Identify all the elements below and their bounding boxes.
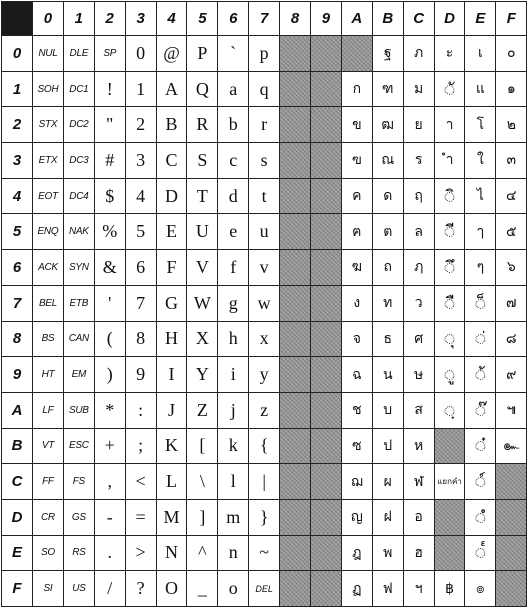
character-cell: P — [187, 36, 218, 72]
character-cell: ! — [94, 71, 125, 107]
character-cell: C — [156, 143, 187, 179]
character-cell: ฟ — [372, 571, 403, 607]
character-cell: SUB — [63, 392, 94, 428]
character-cell: ร — [403, 143, 434, 179]
character-cell: e — [218, 214, 249, 250]
character-cell: $ — [94, 178, 125, 214]
column-header-c: C — [403, 2, 434, 36]
character-cell: ฬ — [403, 464, 434, 500]
character-cell: แยกคำ — [434, 464, 465, 500]
row-header-e: E — [2, 535, 33, 571]
reserved-cell — [280, 214, 311, 250]
character-cell: CR — [33, 499, 64, 535]
character-cell: D — [156, 178, 187, 214]
character-cell: โ — [465, 107, 496, 143]
character-cell: ESC — [63, 428, 94, 464]
column-header-9: 9 — [311, 2, 342, 36]
character-cell: l — [218, 464, 249, 500]
character-cell: SI — [33, 571, 64, 607]
row-header-b: B — [2, 428, 33, 464]
character-cell: N — [156, 535, 187, 571]
reserved-cell — [341, 36, 372, 72]
character-cell: ~ — [249, 535, 280, 571]
character-cell: ฏ — [341, 571, 372, 607]
column-header-5: 5 — [187, 2, 218, 36]
character-cell: A — [156, 71, 187, 107]
character-cell: จ — [341, 321, 372, 357]
reserved-cell — [434, 535, 465, 571]
character-cell: ซ — [341, 428, 372, 464]
character-cell: บ — [372, 392, 403, 428]
character-cell: ล — [403, 214, 434, 250]
character-cell: ] — [187, 499, 218, 535]
reserved-cell — [311, 36, 342, 72]
character-cell: ฉ — [341, 357, 372, 393]
character-cell: : — [125, 392, 156, 428]
reserved-cell — [280, 143, 311, 179]
reserved-cell — [311, 464, 342, 500]
character-cell: u — [249, 214, 280, 250]
character-cell: GS — [63, 499, 94, 535]
character-cell: a — [218, 71, 249, 107]
character-cell: Q — [187, 71, 218, 107]
character-cell: ◌ื — [434, 285, 465, 321]
character-cell: J — [156, 392, 187, 428]
character-cell: ◌ํ — [465, 499, 496, 535]
reserved-cell — [311, 71, 342, 107]
character-cell: ? — [125, 571, 156, 607]
character-cell: O — [156, 571, 187, 607]
character-cell: ษ — [403, 357, 434, 393]
character-cell: s — [249, 143, 280, 179]
character-cell: ป — [372, 428, 403, 464]
character-cell: ' — [94, 285, 125, 321]
character-cell: w — [249, 285, 280, 321]
character-cell: ผ — [372, 464, 403, 500]
character-cell: f — [218, 250, 249, 286]
character-cell: ◌๋ — [465, 428, 496, 464]
character-cell: I — [156, 357, 187, 393]
row-header-9: 9 — [2, 357, 33, 393]
character-cell: ◌็ — [465, 285, 496, 321]
character-cell: * — [94, 392, 125, 428]
character-cell: DC3 — [63, 143, 94, 179]
character-cell: ◌๎ — [465, 535, 496, 571]
reserved-cell — [311, 357, 342, 393]
character-cell: # — [94, 143, 125, 179]
character-cell: X — [187, 321, 218, 357]
reserved-cell — [280, 571, 311, 607]
character-cell: 6 — [125, 250, 156, 286]
character-cell: ฐ — [372, 36, 403, 72]
character-cell: E — [156, 214, 187, 250]
character-cell: า — [434, 107, 465, 143]
character-cell: U — [187, 214, 218, 250]
character-cell: R — [187, 107, 218, 143]
character-cell: p — [249, 36, 280, 72]
character-cell: ๗ — [496, 285, 527, 321]
character-cell: L — [156, 464, 187, 500]
reserved-cell — [280, 178, 311, 214]
character-cell: EM — [63, 357, 94, 393]
corner-cell — [2, 2, 33, 36]
character-cell: ENQ — [33, 214, 64, 250]
character-cell: ◌ู — [434, 357, 465, 393]
character-cell: 8 — [125, 321, 156, 357]
reserved-cell — [280, 392, 311, 428]
character-cell: ใ — [465, 143, 496, 179]
character-cell: DLE — [63, 36, 94, 72]
character-cell: i — [218, 357, 249, 393]
character-cell: FS — [63, 464, 94, 500]
character-cell: ฦ — [403, 250, 434, 286]
character-cell: ◌้ — [465, 357, 496, 393]
character-cell: CAN — [63, 321, 94, 357]
column-header-0: 0 — [33, 2, 64, 36]
row-header-7: 7 — [2, 285, 33, 321]
row-header-a: A — [2, 392, 33, 428]
reserved-cell — [311, 535, 342, 571]
character-cell: @ — [156, 36, 187, 72]
column-header-f: F — [496, 2, 527, 36]
character-cell: NAK — [63, 214, 94, 250]
reserved-cell — [280, 428, 311, 464]
character-cell: ท — [372, 285, 403, 321]
character-cell: ศ — [403, 321, 434, 357]
reserved-cell — [311, 250, 342, 286]
character-cell: W — [187, 285, 218, 321]
character-cell: ว — [403, 285, 434, 321]
column-header-d: D — [434, 2, 465, 36]
character-cell: US — [63, 571, 94, 607]
character-cell: = — [125, 499, 156, 535]
reserved-cell — [496, 499, 527, 535]
character-cell: ` — [218, 36, 249, 72]
character-cell: [ — [187, 428, 218, 464]
character-cell: n — [218, 535, 249, 571]
character-cell: ◌๊ — [465, 392, 496, 428]
character-cell: DEL — [249, 571, 280, 607]
character-cell: SOH — [33, 71, 64, 107]
character-cell: ◌่ — [465, 321, 496, 357]
character-cell: BS — [33, 321, 64, 357]
character-cell: o — [218, 571, 249, 607]
character-cell: ) — [94, 357, 125, 393]
character-cell: BEL — [33, 285, 64, 321]
character-cell: S — [187, 143, 218, 179]
reserved-cell — [280, 535, 311, 571]
character-cell: ข — [341, 107, 372, 143]
character-cell: ม — [403, 71, 434, 107]
character-cell: / — [94, 571, 125, 607]
column-header-1: 1 — [63, 2, 94, 36]
character-cell: - — [94, 499, 125, 535]
character-cell: ๏ — [465, 571, 496, 607]
character-cell: STX — [33, 107, 64, 143]
character-cell: c — [218, 143, 249, 179]
character-cell: 3 — [125, 143, 156, 179]
column-header-7: 7 — [249, 2, 280, 36]
character-cell: H — [156, 321, 187, 357]
row-header-f: F — [2, 571, 33, 607]
row-header-2: 2 — [2, 107, 33, 143]
reserved-cell — [280, 464, 311, 500]
reserved-cell — [280, 107, 311, 143]
row-header-8: 8 — [2, 321, 33, 357]
character-cell: RS — [63, 535, 94, 571]
character-cell: b — [218, 107, 249, 143]
character-cell: ก — [341, 71, 372, 107]
reserved-cell — [311, 392, 342, 428]
reserved-cell — [496, 464, 527, 500]
character-cell: ค — [341, 178, 372, 214]
character-cell: ◌ี — [434, 214, 465, 250]
column-header-a: A — [341, 2, 372, 36]
character-cell: ด — [372, 178, 403, 214]
character-cell: ไ — [465, 178, 496, 214]
reserved-cell — [280, 357, 311, 393]
reserved-cell — [311, 285, 342, 321]
character-cell: h — [218, 321, 249, 357]
code-table — [1, 1, 527, 607]
character-cell: K — [156, 428, 187, 464]
character-cell: z — [249, 392, 280, 428]
column-header-e: E — [465, 2, 496, 36]
character-cell: y — [249, 357, 280, 393]
reserved-cell — [434, 499, 465, 535]
character-cell: ำ — [434, 143, 465, 179]
character-cell: ◌ั — [434, 71, 465, 107]
character-cell: ^ — [187, 535, 218, 571]
character-cell: ๖ — [496, 250, 527, 286]
character-cell: g — [218, 285, 249, 321]
reserved-cell — [280, 71, 311, 107]
character-cell: . — [94, 535, 125, 571]
character-cell: % — [94, 214, 125, 250]
reserved-cell — [280, 36, 311, 72]
character-cell: น — [372, 357, 403, 393]
character-cell: 9 — [125, 357, 156, 393]
character-cell: พ — [372, 535, 403, 571]
character-cell: HT — [33, 357, 64, 393]
character-cell: ฅ — [341, 214, 372, 250]
character-cell: ( — [94, 321, 125, 357]
reserved-cell — [496, 535, 527, 571]
character-cell: t — [249, 178, 280, 214]
character-cell: ต — [372, 214, 403, 250]
character-cell: ธ — [372, 321, 403, 357]
character-cell: 0 — [125, 36, 156, 72]
reserved-cell — [311, 571, 342, 607]
character-cell: LF — [33, 392, 64, 428]
reserved-cell — [434, 428, 465, 464]
character-cell: B — [156, 107, 187, 143]
character-cell: SP — [94, 36, 125, 72]
character-cell: } — [249, 499, 280, 535]
character-cell: ETX — [33, 143, 64, 179]
character-cell: ๔ — [496, 178, 527, 214]
character-cell: 1 — [125, 71, 156, 107]
character-cell: F — [156, 250, 187, 286]
character-cell: DC1 — [63, 71, 94, 107]
character-cell: j — [218, 392, 249, 428]
character-cell: ◌ิ — [434, 178, 465, 214]
character-cell: ภ — [403, 36, 434, 72]
character-cell: SYN — [63, 250, 94, 286]
character-cell: T — [187, 178, 218, 214]
character-cell: ◌ฺ — [434, 392, 465, 428]
reserved-cell — [311, 214, 342, 250]
character-cell: 5 — [125, 214, 156, 250]
column-header-8: 8 — [280, 2, 311, 36]
row-header-1: 1 — [2, 71, 33, 107]
character-cell: x — [249, 321, 280, 357]
column-header-2: 2 — [94, 2, 125, 36]
character-cell: ฝ — [372, 499, 403, 535]
character-cell: 4 — [125, 178, 156, 214]
column-header-3: 3 — [125, 2, 156, 36]
character-cell: q — [249, 71, 280, 107]
character-cell: + — [94, 428, 125, 464]
column-header-b: B — [372, 2, 403, 36]
character-cell: ฯ — [403, 571, 434, 607]
character-cell: ง — [341, 285, 372, 321]
character-cell: EOT — [33, 178, 64, 214]
character-cell: ๙ — [496, 357, 527, 393]
character-cell: ๒ — [496, 107, 527, 143]
character-cell: ฑ — [372, 71, 403, 107]
character-cell: ๘ — [496, 321, 527, 357]
reserved-cell — [311, 143, 342, 179]
character-cell: VT — [33, 428, 64, 464]
reserved-cell — [280, 321, 311, 357]
character-cell: k — [218, 428, 249, 464]
row-header-6: 6 — [2, 250, 33, 286]
character-cell: แ — [465, 71, 496, 107]
character-cell: ฿ — [434, 571, 465, 607]
character-cell: FF — [33, 464, 64, 500]
character-cell: 2 — [125, 107, 156, 143]
character-cell: ฆ — [341, 250, 372, 286]
column-header-4: 4 — [156, 2, 187, 36]
character-cell: ญ — [341, 499, 372, 535]
character-cell: เ — [465, 36, 496, 72]
column-header-6: 6 — [218, 2, 249, 36]
character-cell: & — [94, 250, 125, 286]
character-cell: < — [125, 464, 156, 500]
character-cell: ◌์ — [465, 464, 496, 500]
character-cell: r — [249, 107, 280, 143]
reserved-cell — [311, 178, 342, 214]
reserved-cell — [280, 285, 311, 321]
character-cell: ๆ — [465, 250, 496, 286]
character-cell: v — [249, 250, 280, 286]
character-cell: ณ — [372, 143, 403, 179]
character-cell: ฮ — [403, 535, 434, 571]
character-cell: อ — [403, 499, 434, 535]
reserved-cell — [311, 321, 342, 357]
reserved-cell — [496, 571, 527, 607]
character-cell: ๚ — [496, 392, 527, 428]
character-cell: \ — [187, 464, 218, 500]
character-cell: _ — [187, 571, 218, 607]
row-header-c: C — [2, 464, 33, 500]
character-cell: ะ — [434, 36, 465, 72]
character-cell: Z — [187, 392, 218, 428]
thai-character-code-table — [1, 1, 520, 606]
character-cell: ฤ — [403, 178, 434, 214]
character-cell: ๛ — [496, 428, 527, 464]
character-cell: ACK — [33, 250, 64, 286]
character-cell: ฒ — [372, 107, 403, 143]
character-cell: m — [218, 499, 249, 535]
character-cell: ย — [403, 107, 434, 143]
row-header-4: 4 — [2, 178, 33, 214]
character-cell: ๅ — [465, 214, 496, 250]
reserved-cell — [280, 250, 311, 286]
character-cell: ๓ — [496, 143, 527, 179]
character-cell: ◌ุ — [434, 321, 465, 357]
character-cell: NUL — [33, 36, 64, 72]
character-cell: ๐ — [496, 36, 527, 72]
character-cell: ETB — [63, 285, 94, 321]
character-cell: ๕ — [496, 214, 527, 250]
row-header-3: 3 — [2, 143, 33, 179]
character-cell: | — [249, 464, 280, 500]
reserved-cell — [311, 107, 342, 143]
character-cell: SO — [33, 535, 64, 571]
character-cell: { — [249, 428, 280, 464]
character-cell: G — [156, 285, 187, 321]
character-cell: ◌ึ — [434, 250, 465, 286]
character-cell: > — [125, 535, 156, 571]
character-cell: DC2 — [63, 107, 94, 143]
character-cell: V — [187, 250, 218, 286]
character-cell: 7 — [125, 285, 156, 321]
character-cell: ช — [341, 392, 372, 428]
character-cell: ๑ — [496, 71, 527, 107]
character-cell: ; — [125, 428, 156, 464]
reserved-cell — [280, 499, 311, 535]
character-cell: Y — [187, 357, 218, 393]
character-cell: ฃ — [341, 143, 372, 179]
character-cell: DC4 — [63, 178, 94, 214]
character-cell: ฌ — [341, 464, 372, 500]
character-cell: M — [156, 499, 187, 535]
character-cell: ห — [403, 428, 434, 464]
character-cell: d — [218, 178, 249, 214]
reserved-cell — [311, 428, 342, 464]
reserved-cell — [311, 499, 342, 535]
character-cell: " — [94, 107, 125, 143]
character-cell: , — [94, 464, 125, 500]
row-header-5: 5 — [2, 214, 33, 250]
character-cell: ฎ — [341, 535, 372, 571]
row-header-d: D — [2, 499, 33, 535]
row-header-0: 0 — [2, 36, 33, 72]
character-cell: ถ — [372, 250, 403, 286]
character-cell: ส — [403, 392, 434, 428]
